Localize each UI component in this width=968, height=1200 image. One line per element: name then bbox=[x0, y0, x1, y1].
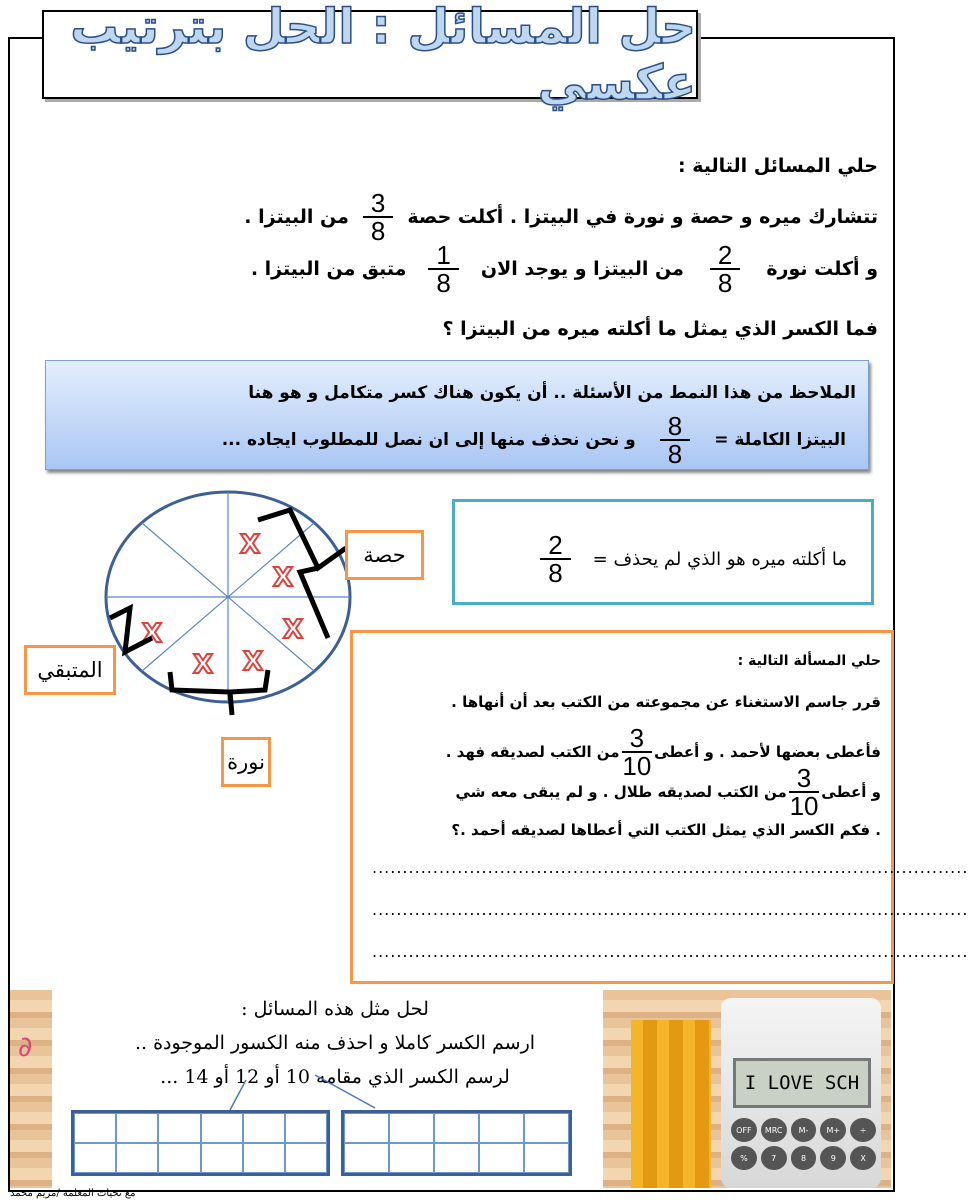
text: البيتزا الكاملة = bbox=[714, 430, 846, 450]
answer-line-2[interactable]: .................................................................................................. bbox=[372, 900, 968, 919]
numerator: 2 bbox=[540, 532, 570, 560]
answer-box bbox=[452, 499, 874, 605]
arrows bbox=[10, 990, 610, 1120]
text: تتشارك ميره و حصة و نورة في البيتزا . أكلت حصة bbox=[407, 206, 878, 228]
text: و أكلت نورة bbox=[766, 258, 878, 280]
problem2-line4: . فكم الكسر الذي يمثل الكتب التي أعطاها لصديقه أحمد .؟ bbox=[451, 821, 881, 839]
calculator-keys bbox=[731, 1118, 876, 1170]
paperclip-icon: ∂ bbox=[18, 1030, 33, 1063]
calc-key: ÷ bbox=[850, 1118, 876, 1142]
fraction-grid-10[interactable] bbox=[341, 1110, 572, 1176]
text: ما أكلته ميره هو الذي لم يحذف = bbox=[592, 548, 847, 570]
numerator: 1 bbox=[428, 242, 458, 270]
calc-key: % bbox=[731, 1146, 757, 1170]
footer-credit: مع تحيات المعلمة /مريم محمد bbox=[10, 1188, 136, 1199]
x-mark: X bbox=[142, 619, 163, 649]
calc-key: 8 bbox=[791, 1146, 817, 1170]
problem1-line2 bbox=[251, 242, 878, 296]
x-mark: X bbox=[193, 650, 214, 680]
numerator: 3 bbox=[622, 725, 652, 753]
fraction bbox=[363, 190, 393, 244]
answer-line bbox=[518, 532, 847, 586]
text: و أعطى bbox=[821, 783, 881, 801]
text: من الكتب لصديقه فهد . bbox=[445, 743, 620, 761]
label-hessa: حصة bbox=[345, 530, 424, 580]
x-mark: X bbox=[273, 563, 294, 593]
tip-line1: لحل مثل هذه المسائل : bbox=[241, 998, 429, 1020]
text: متبق من البيتزا . bbox=[250, 258, 407, 280]
problem1-question: فما الكسر الذي يمثل ما أكلته ميره من البيتزا ؟ bbox=[442, 318, 878, 340]
calc-key: MRC bbox=[761, 1118, 787, 1142]
problem1-line1 bbox=[244, 190, 878, 244]
calculator-display: I LOVE SCH bbox=[733, 1058, 871, 1108]
numerator: 3 bbox=[789, 765, 819, 793]
fraction bbox=[540, 532, 570, 586]
text: من الكتب لصديقه طلال . و لم يبقى معه شي bbox=[455, 783, 787, 801]
page-title: حل المسائل : الحل بترتيب عكسي bbox=[70, 0, 696, 111]
label-remaining: المتبقي bbox=[24, 645, 116, 695]
problem2-box bbox=[350, 630, 968, 984]
denominator: 8 bbox=[667, 439, 683, 469]
calc-key: 7 bbox=[761, 1146, 787, 1170]
calc-key: M- bbox=[791, 1118, 817, 1142]
note-line2 bbox=[222, 413, 846, 467]
fraction bbox=[428, 242, 458, 296]
title-box bbox=[42, 0, 698, 111]
calc-key: OFF bbox=[731, 1118, 757, 1142]
text: من البيتزا . bbox=[244, 206, 349, 228]
answer-line-1[interactable]: .................................................................................................. bbox=[372, 858, 968, 877]
pencils-calculator-image bbox=[603, 990, 891, 1188]
fraction bbox=[789, 765, 819, 819]
problem1-heading: حلي المسائل التالية : bbox=[677, 155, 878, 177]
denominator: 10 bbox=[789, 791, 819, 821]
text: فأعطى بعضها لأحمد . و أعطى bbox=[654, 743, 881, 761]
problem2-line3 bbox=[455, 765, 881, 819]
fraction bbox=[710, 242, 740, 296]
text: و نحن نحذف منها إلى ان نصل للمطلوب ايجاده ... bbox=[221, 430, 636, 450]
x-mark: X bbox=[240, 530, 261, 560]
denominator: 8 bbox=[370, 216, 386, 246]
fraction bbox=[660, 413, 690, 467]
calculator bbox=[721, 998, 881, 1188]
note-box bbox=[45, 360, 869, 470]
text: من البيتزا و يوجد الان bbox=[480, 258, 684, 280]
calc-key: 9 bbox=[820, 1146, 846, 1170]
denominator: 8 bbox=[436, 268, 451, 298]
answer-line-3[interactable]: .................................................................................................. bbox=[372, 942, 968, 961]
calc-key: M+ bbox=[820, 1118, 846, 1142]
fraction-grid-12[interactable] bbox=[71, 1110, 330, 1176]
numerator: 8 bbox=[660, 413, 690, 441]
note-line1: الملاحظ من هذا النمط من الأسئلة .. أن يكون هناك كسر متكامل و هو هنا bbox=[248, 383, 856, 403]
x-mark: X bbox=[243, 647, 264, 677]
slice-lines bbox=[106, 492, 350, 702]
problem2-heading: حلي المسألة التالية : bbox=[737, 653, 881, 669]
numerator: 3 bbox=[363, 190, 393, 218]
x-mark: X bbox=[283, 615, 304, 645]
denominator: 10 bbox=[622, 751, 652, 781]
label-noura: نورة bbox=[221, 737, 271, 787]
tip-section bbox=[10, 990, 891, 1188]
denominator: 8 bbox=[548, 558, 563, 588]
problem2-line1: قرر جاسم الاستغناء عن مجموعته من الكتب بعد أن أنهاها . bbox=[451, 693, 881, 711]
tip-line3: لرسم الكسر الذي مقامه 10 أو 12 أو 14 ... bbox=[160, 1066, 510, 1088]
numerator: 2 bbox=[710, 242, 740, 270]
denominator: 8 bbox=[717, 268, 733, 298]
calc-key: X bbox=[850, 1146, 876, 1170]
pencils bbox=[631, 1020, 711, 1188]
tip-line2: ارسم الكسر كاملا و احذف منه الكسور الموجودة .. bbox=[134, 1032, 536, 1054]
